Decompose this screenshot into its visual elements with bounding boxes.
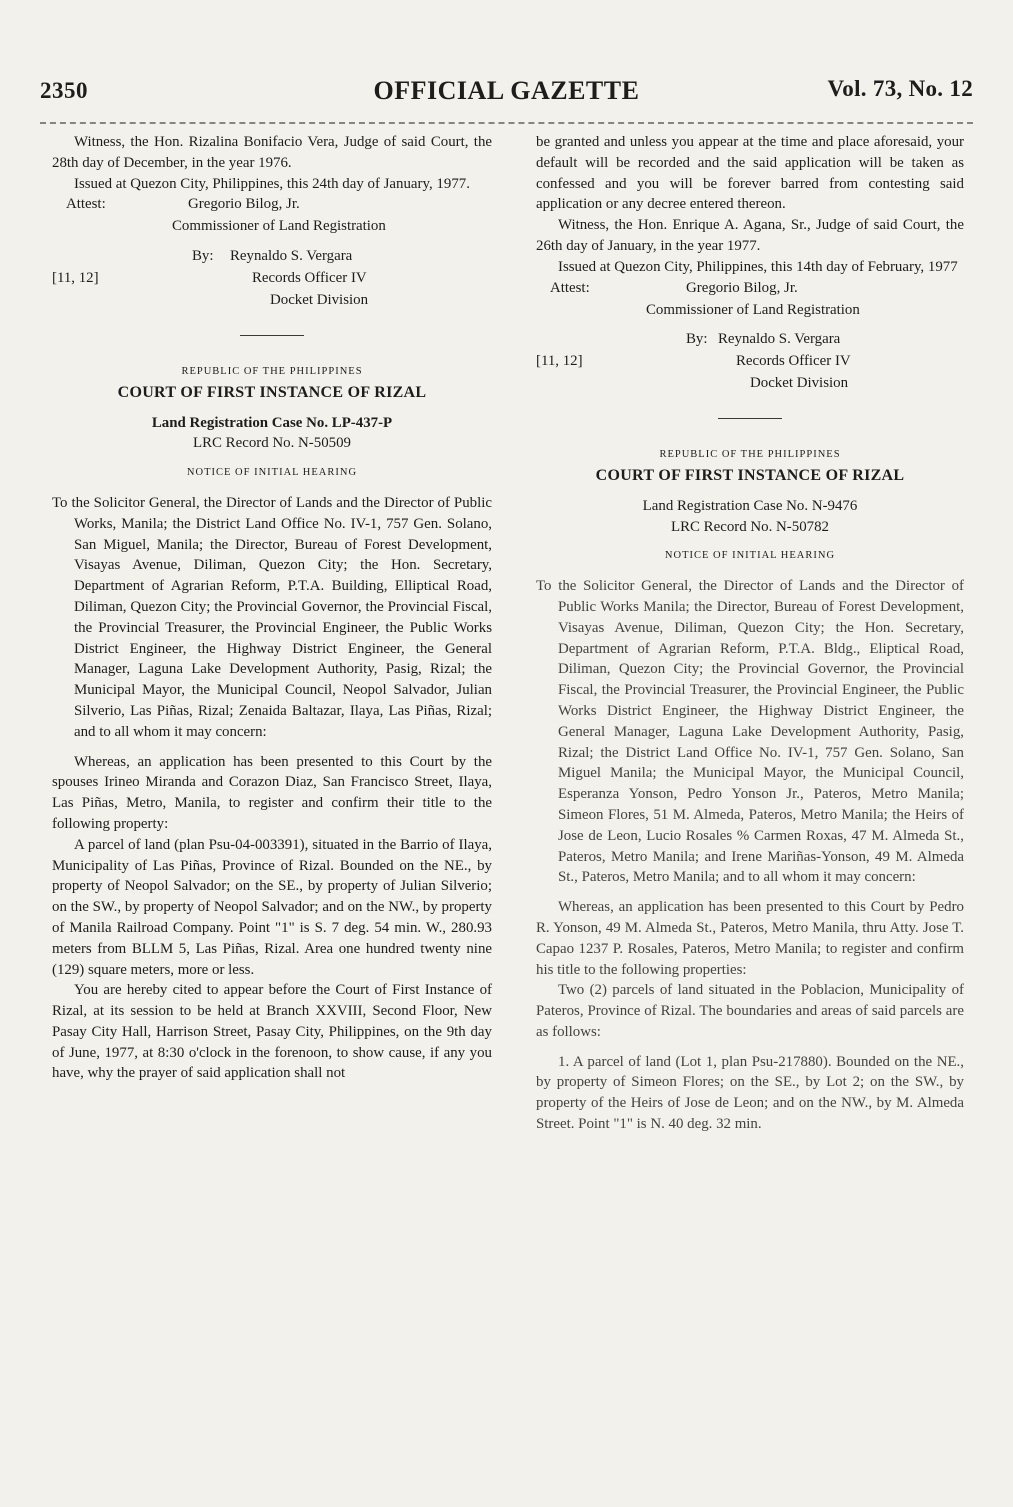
notice-title: NOTICE OF INITIAL HEARING (664, 550, 836, 562)
court-title: COURT OF FIRST INSTANCE OF RIZAL (117, 383, 427, 401)
volume-number: Vol. 73, No. 12 (827, 76, 973, 101)
by-label: By: (686, 331, 708, 348)
addressees: To the Solicitor General, the Director of Lands and the Director of Public Works, Manila; the District Land Office No. IV-1, 757 Gen. Solano, San Miguel, Manila; the Director, Bureau of Forest Development, Visayas Avenue, Diliman, Quezon City; the Hon. Secretary, Department of Agrarian Reform, P.T.A. Building, Elliptical Road, Diliman, Quezon City; the Provincial Governor, the Provincial Fiscal, the Provincial Treasurer, the Provincial Engineer, the Public Works District Engineer, the Highway District Engineer, the General Manager, Laguna Lake Development Authority, Pasig, Rizal; the Municipal Mayor, the Municipal Council, Neopol Salvador, Julian Silverio, Las Piñas, Rizal; Zenaida Baltazar, Ilaya, Las Piñas, Rizal; and to all whom it may concern: (52, 494, 492, 740)
parcel-description: A parcel of land (plan Psu-04-003391), situated in the Barrio of Ilaya, Municipality of Las Piñas, Province of Rizal. Bounded on the NE., by property of Neopol Salvador; on the SE., by property of Julian Silverio; on the SW., by property of Neopol Salvador; and on the NW., by property of Manila Railroad Company. Point "1" is S. 7 deg. 54 min. W., 280.93 meters from BLLM 5, Las Piñas, Rizal. Area one hundred twenty nine (129) square meters, more or less. (52, 836, 492, 978)
attest-row (52, 194, 492, 216)
commissioner-title: Commissioner of Land Registration (646, 301, 860, 318)
issued-paragraph: Issued at Quezon City, Philippines, this 14th day of February, 1977 (558, 258, 958, 275)
parcels-intro: Two (2) parcels of land situated in the Poblacion, Municipality of Pateros, Province of Rizal. The boundaries and areas of said parcels are as follows: (536, 982, 964, 1040)
page-header (40, 72, 973, 108)
officer-title: Records Officer IV (252, 270, 367, 287)
issue-row (536, 351, 964, 373)
commissioner-title: Commissioner of Land Registration (172, 218, 386, 235)
whereas-paragraph: Whereas, an application has been presented to this Court by Pedro R. Yonson, 49 M. Almeda St., Pateros, Metro Manila, thru Atty. Jose T. Capao 1237 P. Rosales, Pateros, Metro Manila; to register and confirm his title to the following properties: (536, 899, 964, 978)
prev-witness: Witness, the Hon. Rizalina Bonifacio Vera, Judge of said Court, the 28th day of December, in the year 1976. (52, 134, 492, 171)
citation-paragraph: You are hereby cited to appear before the Court of First Instance of Rizal, at its session to be held at Branch XXVIII, Second Floor, New Pasay City Hall, Harrison Street, Pasay City, Philippines, on the 9th day of June, 1977, at 8:30 o'clock in the forenoon, to show cause, if any you have, why the prayer of said application shall not (52, 982, 492, 1082)
attest-label: Attest: (550, 279, 590, 296)
section-divider (718, 418, 782, 419)
gazette-title: OFFICIAL GAZETTE (373, 76, 640, 105)
addressees: To the Solicitor General, the Director of Lands and the Director of Public Works Manila; the Director, Bureau of Forest Development, Visayas Avenue, Diliman, Quezon City; the Hon. Secretary, Department of Agrarian Reform, P.T.A. Bldg., Eliptical Road, Diliman, Quezon City; the Provincial Governor, the Provincial Fiscal, the Provincial Treasurer, the Provincial Engineer, the Public Works District Engineer, the Highway District Engineer, the General Manager, Laguna Lake Development Authority, Pasig, Rizal; the District Land Office No. IV-1, 757 Gen. Solano, San Miguel Manila; the Municipal Mayor, the Municipal Council, Esperanza Yonson, Pedro Yonson Jr., Pateros, Metro Manila; Simeon Flores, 51 M. Almeda, Pateros, Metro Manila; the Heirs of Jose de Leon, Lucio Rosales % Carmen Roxas, 47 M. Almeda St., Pateros, Metro Manila; and Irene Mariñas-Yonson, 49 M. Almeda St., Pateros, Metro Manila; and to all whom it may concern: (536, 578, 964, 886)
officer-name: Reynaldo S. Vergara (230, 248, 353, 265)
attest-label: Attest: (66, 196, 106, 213)
prev-issued: Issued at Quezon City, Philippines, this 24th day of January, 1977. (74, 175, 470, 192)
docket-division: Docket Division (270, 292, 369, 309)
left-column (52, 132, 492, 1084)
page-number: 2350 (40, 78, 88, 103)
section-divider (240, 335, 304, 336)
issue-tag: [11, 12] (52, 270, 99, 287)
commissioner-name: Gregorio Bilog, Jr. (188, 196, 300, 213)
header-rule (40, 122, 973, 124)
republic-label: REPUBLIC OF THE PHILIPPINES (659, 449, 841, 461)
notice-title: NOTICE OF INITIAL HEARING (186, 467, 358, 479)
by-row (52, 246, 492, 268)
case-number: Land Registration Case No. LP-437-P (151, 414, 393, 431)
officer-name: Reynaldo S. Vergara (718, 331, 841, 348)
attest-row (536, 278, 964, 300)
court-title: COURT OF FIRST INSTANCE OF RIZAL (595, 466, 905, 484)
issue-row (52, 268, 492, 290)
whereas-paragraph: Whereas, an application has been presented to this Court by the spouses Irineo Miranda and Corazon Diaz, San Francisco Street, Ilaya, Las Piñas, Metro, Manila, to register and confirm their title to the following property: (52, 753, 492, 832)
republic-label: REPUBLIC OF THE PHILIPPINES (181, 365, 363, 377)
officer-title: Records Officer IV (736, 353, 851, 370)
lrc-record: LRC Record No. N-50782 (671, 518, 829, 535)
witness-paragraph: Witness, the Hon. Enrique A. Agana, Sr., Judge of said Court, the 26th day of January, in the year 1977. (536, 217, 964, 254)
lrc-record: LRC Record No. N-50509 (193, 435, 351, 452)
case-number: Land Registration Case No. N-9476 (642, 497, 858, 514)
continuation-paragraph: be granted and unless you appear at the time and place aforesaid, your default will be recorded and the said application will be taken as confessed and you will be forever barred from contesting said application or any decree entered thereon. (536, 134, 964, 213)
right-column (536, 132, 964, 1135)
by-row (536, 329, 964, 351)
by-label: By: (192, 248, 214, 265)
issue-tag: [11, 12] (536, 353, 583, 370)
docket-division: Docket Division (750, 375, 849, 392)
parcel-one: 1. A parcel of land (Lot 1, plan Psu-217880). Bounded on the NE., by property of Simeon Flores; on the SE., by Lot 2; on the SW., by property of the Heirs of Jose de Leon; and on the NW., by M. Almeda Street. Point "1" is N. 40 deg. 32 min. (536, 1053, 964, 1133)
commissioner-name: Gregorio Bilog, Jr. (686, 279, 798, 296)
